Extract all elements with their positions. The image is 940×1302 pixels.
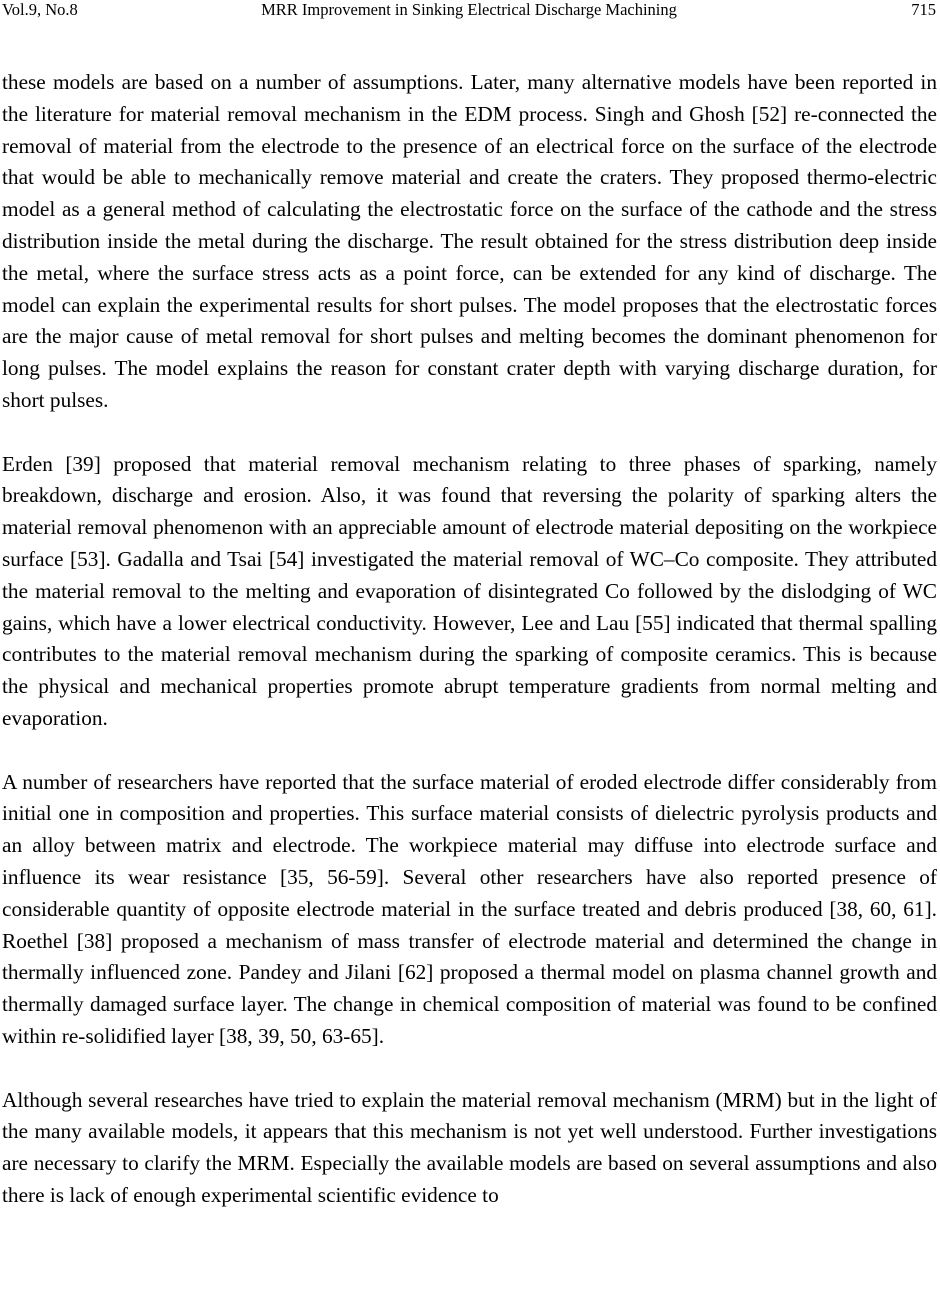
paragraph: Erden [39] proposed that material removal mechanism relating to three phases of sparking, namely breakdown, discharge and erosion. Also, it was found that reversing the polarity of sparking alters the material removal phenomenon with an appreciable amount of electrode material depositing on the workpiece surface [53]. Gadalla and Tsai [54] investigated the material removal of WC–Co composite. They attributed the material removal to the melting and evaporation of disintegrated Co followed by the dislodging of WC gains, which have a lower electrical conductivity. However, Lee and Lau [55] indicated that thermal spalling contributes to the material removal mechanism during the sparking of composite ceramics. This is because the physical and mechanical properties promote abrupt temperature gradients from normal melting and evaporation.: [2, 451, 937, 730]
paragraph: A number of researchers have reported that the surface material of eroded electrode differ considerably from initial one in composition and properties. This surface material consists of dielectric pyrolysis products and an alloy between matrix and electrode. The workpiece material may diffuse into electrode surface and influence its wear resistance [35, 56-59]. Several other researchers have also reported presence of considerable quantity of opposite electrode material in the surface treated and debris produced [38, 60, 61]. Roethel [38] proposed a mechanism of mass transfer of electrode material and determined the change in thermally influenced zone. Pandey and Jilani [62] proposed a thermal model on plasma channel growth and thermally damaged surface layer. The change in chemical composition of material was found to be confined within re-solidified layer [38, 39, 50, 63-65].: [2, 769, 937, 1048]
body-text: [2, 67, 937, 1212]
paragraph: Although several researches have tried to explain the material removal mechanism (MRM) but in the light of the many available models, it appears that this mechanism is not yet well understood. Further investigations are necessary to clarify the MRM. Especially the available models are based on several assumptions and also there is lack of enough experimental scientific evidence to: [2, 1087, 937, 1207]
running-header: [2, 0, 936, 22]
journal-volume: Vol.9, No.8: [2, 0, 78, 19]
running-title: MRR Improvement in Sinking Electrical Discharge Machining: [261, 0, 677, 19]
paragraph: these models are based on a number of assumptions. Later, many alternative models have been reported in the literature for material removal mechanism in the EDM process. Singh and Ghosh [52] re-connected the removal of material from the electrode to the presence of an electrical force on the surface of the electrode that would be able to mechanically remove material and create the craters. They proposed thermo-electric model as a general method of calculating the electrostatic force on the surface of the cathode and the stress distribution inside the metal during the discharge. The result obtained for the stress distribution deep inside the metal, where the surface stress acts as a point force, can be extended for any kind of discharge. The model can explain the experimental results for short pulses. The model proposes that the electrostatic forces are the major cause of metal removal for short pulses and melting becomes the dominant phenomenon for long pulses. The model explains the reason for constant crater depth with varying discharge duration, for short pulses.: [2, 70, 937, 412]
page-number: 715: [911, 0, 936, 19]
